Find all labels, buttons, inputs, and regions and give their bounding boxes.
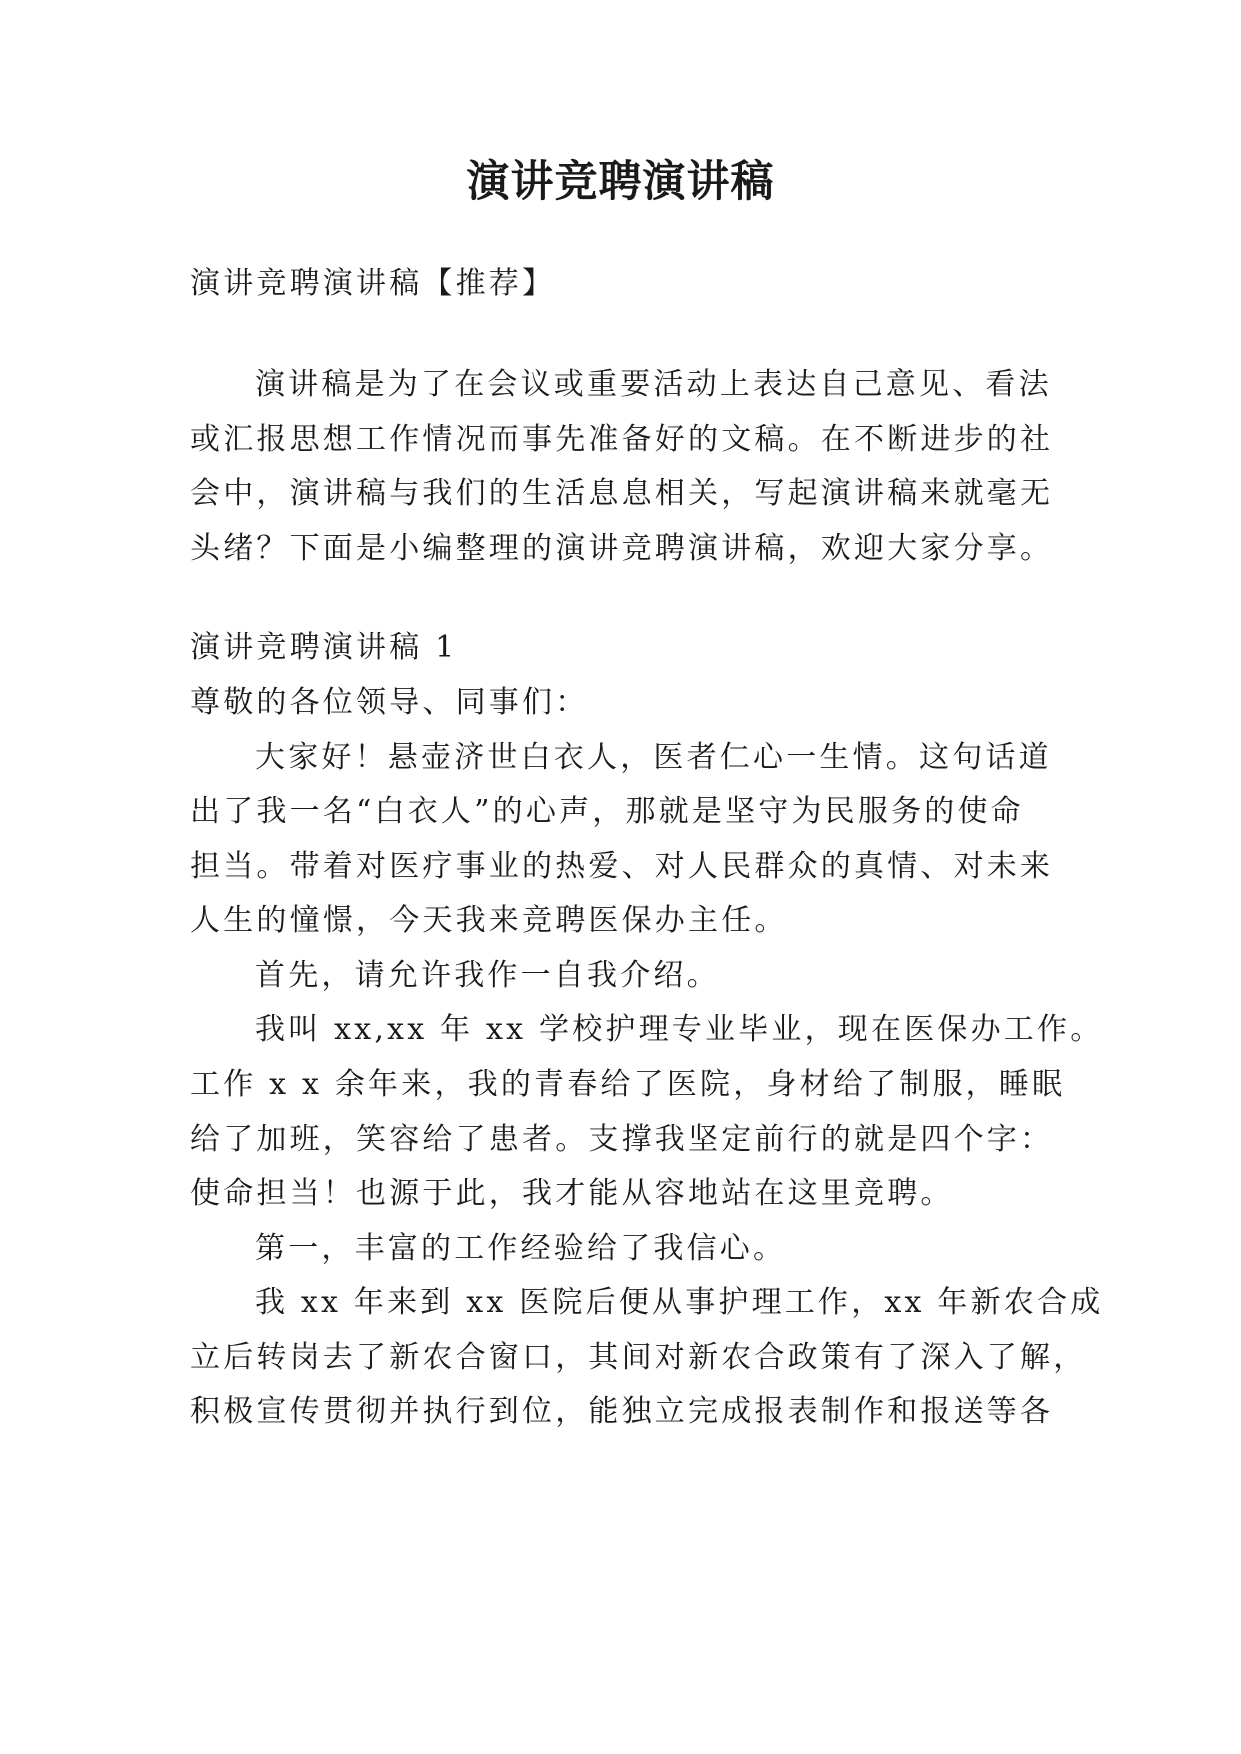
document-title: 演讲竞聘演讲稿	[466, 157, 775, 207]
section-heading: 演讲竞聘演讲稿 1	[190, 630, 458, 665]
intro-line-3: 会中，演讲稿与我们的生活息息相关，写起演讲稿来就毫无	[190, 476, 1054, 511]
paragraph5-line-3: 积极宣传贯彻并执行到位，能独立完成报表制作和报送等各	[190, 1394, 1054, 1429]
paragraph3-line-4: 使命担当！也源于此，我才能从容地站在这里竞聘。	[190, 1176, 954, 1211]
paragraph1-line-4: 人生的憧憬，今天我来竞聘医保办主任。	[190, 903, 788, 938]
paragraph5-line-2: 立后转岗去了新农合窗口，其间对新农合政策有了深入了解，	[190, 1340, 1087, 1375]
paragraph3-line-1: 我叫 xx,xx 年 xx 学校护理专业毕业，现在医保办工作。	[255, 1012, 1104, 1047]
paragraph3-line-3: 给了加班，笑容给了患者。支撑我坚定前行的就是四个字：	[190, 1122, 1054, 1157]
paragraph5-line-1: 我 xx 年来到 xx 医院后便从事护理工作，xx 年新农合成	[255, 1285, 1104, 1320]
paragraph1-line-2: 出了我一名“白衣人”的心声，那就是坚守为民服务的使命	[190, 794, 1024, 829]
salutation: 尊敬的各位领导、同事们：	[190, 685, 589, 720]
document-subtitle: 演讲竞聘演讲稿【推荐】	[190, 266, 556, 301]
intro-line-2: 或汇报思想工作情况而事先准备好的文稿。在不断进步的社	[190, 422, 1054, 457]
paragraph1-line-3: 担当。带着对医疗事业的热爱、对人民群众的真情、对未来	[190, 849, 1054, 884]
paragraph4: 第一，丰富的工作经验给了我信心。	[255, 1231, 787, 1266]
paragraph1-line-1: 大家好！悬壶济世白衣人，医者仁心一生情。这句话道	[255, 740, 1052, 775]
intro-line-4: 头绪？下面是小编整理的演讲竞聘演讲稿，欢迎大家分享。	[190, 531, 1054, 566]
paragraph2: 首先，请允许我作一自我介绍。	[255, 958, 720, 993]
intro-line-1: 演讲稿是为了在会议或重要活动上表达自己意见、看法	[255, 367, 1052, 402]
paragraph3-line-2: 工作 x x 余年来，我的青春给了医院，身材给了制服，睡眠	[190, 1067, 1066, 1102]
